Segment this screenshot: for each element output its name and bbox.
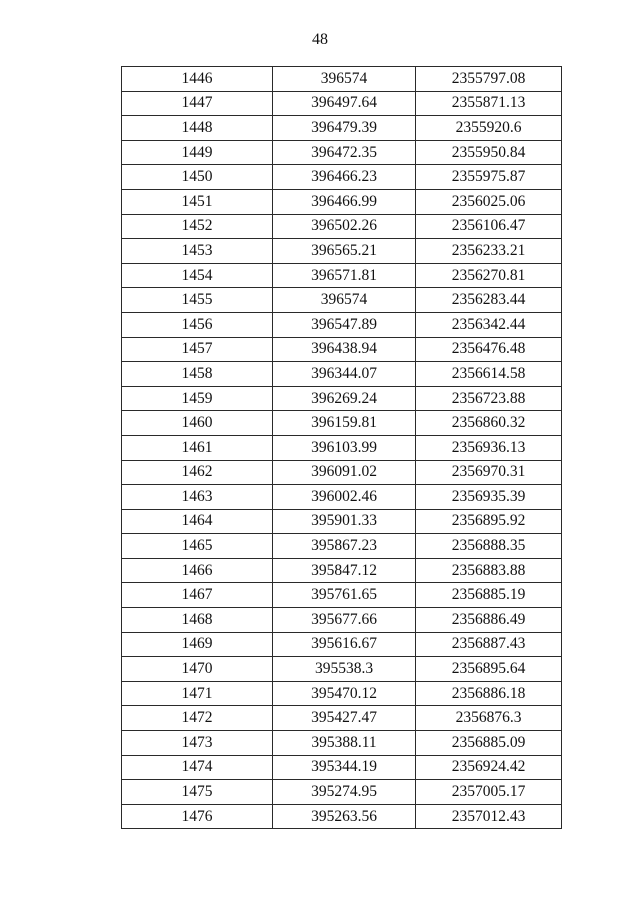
- point-number-cell: 1449: [122, 140, 273, 165]
- table-row: [122, 657, 562, 682]
- table-row: [122, 386, 562, 411]
- x-coordinate-cell: 395344.19: [273, 755, 416, 780]
- x-coordinate-cell: 395677.66: [273, 608, 416, 633]
- x-coordinate-cell: 395901.33: [273, 509, 416, 534]
- y-coordinate-cell: 2356924.42: [416, 755, 562, 780]
- point-number-cell: 1446: [122, 67, 273, 92]
- table-row: [122, 632, 562, 657]
- y-coordinate-cell: 2356283.44: [416, 288, 562, 313]
- y-coordinate-cell: 2357012.43: [416, 804, 562, 829]
- y-coordinate-cell: 2356614.58: [416, 362, 562, 387]
- x-coordinate-cell: 395538.3: [273, 657, 416, 682]
- table-row: [122, 558, 562, 583]
- x-coordinate-cell: 395761.65: [273, 583, 416, 608]
- table-row: [122, 411, 562, 436]
- point-number-cell: 1461: [122, 435, 273, 460]
- y-coordinate-cell: 2356895.92: [416, 509, 562, 534]
- y-coordinate-cell: 2356895.64: [416, 657, 562, 682]
- table-row: [122, 312, 562, 337]
- point-number-cell: 1472: [122, 706, 273, 731]
- x-coordinate-cell: 396497.64: [273, 91, 416, 116]
- y-coordinate-cell: 2356935.39: [416, 485, 562, 510]
- point-number-cell: 1471: [122, 681, 273, 706]
- table-row: [122, 435, 562, 460]
- table-row: [122, 780, 562, 805]
- x-coordinate-cell: 395867.23: [273, 534, 416, 559]
- y-coordinate-cell: 2356342.44: [416, 312, 562, 337]
- y-coordinate-cell: 2356885.19: [416, 583, 562, 608]
- table-row: [122, 460, 562, 485]
- x-coordinate-cell: 396574: [273, 67, 416, 92]
- y-coordinate-cell: 2355871.13: [416, 91, 562, 116]
- y-coordinate-cell: 2357005.17: [416, 780, 562, 805]
- point-number-cell: 1469: [122, 632, 273, 657]
- y-coordinate-cell: 2356270.81: [416, 263, 562, 288]
- x-coordinate-cell: 395388.11: [273, 731, 416, 756]
- table-row: [122, 165, 562, 190]
- x-coordinate-cell: 396479.39: [273, 116, 416, 141]
- x-coordinate-cell: 395274.95: [273, 780, 416, 805]
- x-coordinate-cell: 396547.89: [273, 312, 416, 337]
- point-number-cell: 1457: [122, 337, 273, 362]
- coordinates-table-body: [122, 67, 562, 829]
- table-row: [122, 263, 562, 288]
- table-row: [122, 189, 562, 214]
- x-coordinate-cell: 396002.46: [273, 485, 416, 510]
- x-coordinate-cell: 396466.23: [273, 165, 416, 190]
- y-coordinate-cell: 2356886.18: [416, 681, 562, 706]
- y-coordinate-cell: 2355797.08: [416, 67, 562, 92]
- point-number-cell: 1456: [122, 312, 273, 337]
- y-coordinate-cell: 2356476.48: [416, 337, 562, 362]
- page-number: 48: [312, 31, 328, 48]
- point-number-cell: 1459: [122, 386, 273, 411]
- point-number-cell: 1470: [122, 657, 273, 682]
- x-coordinate-cell: 396466.99: [273, 189, 416, 214]
- point-number-cell: 1458: [122, 362, 273, 387]
- y-coordinate-cell: 2356876.3: [416, 706, 562, 731]
- x-coordinate-cell: 395427.47: [273, 706, 416, 731]
- point-number-cell: 1447: [122, 91, 273, 116]
- point-number-cell: 1475: [122, 780, 273, 805]
- table-row: [122, 140, 562, 165]
- coordinates-table: [121, 66, 562, 829]
- x-coordinate-cell: 396438.94: [273, 337, 416, 362]
- x-coordinate-cell: 395847.12: [273, 558, 416, 583]
- table-row: [122, 804, 562, 829]
- y-coordinate-cell: 2355950.84: [416, 140, 562, 165]
- table-row: [122, 731, 562, 756]
- x-coordinate-cell: 396574: [273, 288, 416, 313]
- point-number-cell: 1476: [122, 804, 273, 829]
- x-coordinate-cell: 396159.81: [273, 411, 416, 436]
- y-coordinate-cell: 2356887.43: [416, 632, 562, 657]
- x-coordinate-cell: 396103.99: [273, 435, 416, 460]
- point-number-cell: 1467: [122, 583, 273, 608]
- point-number-cell: 1473: [122, 731, 273, 756]
- point-number-cell: 1450: [122, 165, 273, 190]
- point-number-cell: 1451: [122, 189, 273, 214]
- table-row: [122, 239, 562, 264]
- point-number-cell: 1460: [122, 411, 273, 436]
- y-coordinate-cell: 2356106.47: [416, 214, 562, 239]
- x-coordinate-cell: 395616.67: [273, 632, 416, 657]
- table-row: [122, 67, 562, 92]
- table-row: [122, 485, 562, 510]
- table-row: [122, 681, 562, 706]
- x-coordinate-cell: 396571.81: [273, 263, 416, 288]
- table-row: [122, 214, 562, 239]
- x-coordinate-cell: 396565.21: [273, 239, 416, 264]
- y-coordinate-cell: 2355975.87: [416, 165, 562, 190]
- point-number-cell: 1462: [122, 460, 273, 485]
- y-coordinate-cell: 2355920.6: [416, 116, 562, 141]
- point-number-cell: 1452: [122, 214, 273, 239]
- point-number-cell: 1463: [122, 485, 273, 510]
- table-row: [122, 755, 562, 780]
- x-coordinate-cell: 396472.35: [273, 140, 416, 165]
- x-coordinate-cell: 395470.12: [273, 681, 416, 706]
- x-coordinate-cell: 396091.02: [273, 460, 416, 485]
- point-number-cell: 1464: [122, 509, 273, 534]
- table-row: [122, 608, 562, 633]
- y-coordinate-cell: 2356885.09: [416, 731, 562, 756]
- point-number-cell: 1454: [122, 263, 273, 288]
- y-coordinate-cell: 2356723.88: [416, 386, 562, 411]
- table-row: [122, 706, 562, 731]
- y-coordinate-cell: 2356886.49: [416, 608, 562, 633]
- table-row: [122, 583, 562, 608]
- x-coordinate-cell: 395263.56: [273, 804, 416, 829]
- y-coordinate-cell: 2356888.35: [416, 534, 562, 559]
- y-coordinate-cell: 2356233.21: [416, 239, 562, 264]
- point-number-cell: 1448: [122, 116, 273, 141]
- table-row: [122, 91, 562, 116]
- point-number-cell: 1455: [122, 288, 273, 313]
- point-number-cell: 1468: [122, 608, 273, 633]
- point-number-cell: 1453: [122, 239, 273, 264]
- table-row: [122, 116, 562, 141]
- table-row: [122, 362, 562, 387]
- table-row: [122, 288, 562, 313]
- y-coordinate-cell: 2356025.06: [416, 189, 562, 214]
- table-row: [122, 509, 562, 534]
- y-coordinate-cell: 2356860.32: [416, 411, 562, 436]
- y-coordinate-cell: 2356970.31: [416, 460, 562, 485]
- x-coordinate-cell: 396502.26: [273, 214, 416, 239]
- x-coordinate-cell: 396269.24: [273, 386, 416, 411]
- x-coordinate-cell: 396344.07: [273, 362, 416, 387]
- y-coordinate-cell: 2356883.88: [416, 558, 562, 583]
- table-row: [122, 337, 562, 362]
- point-number-cell: 1474: [122, 755, 273, 780]
- y-coordinate-cell: 2356936.13: [416, 435, 562, 460]
- point-number-cell: 1465: [122, 534, 273, 559]
- table-row: [122, 534, 562, 559]
- point-number-cell: 1466: [122, 558, 273, 583]
